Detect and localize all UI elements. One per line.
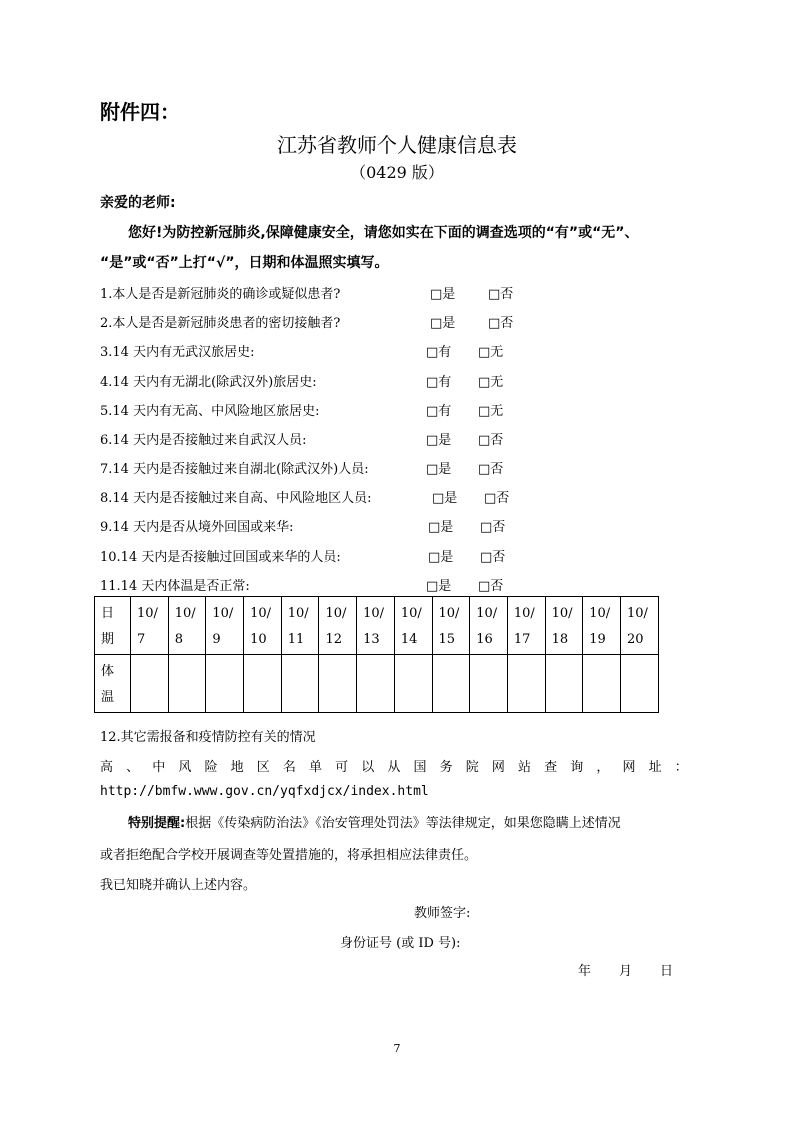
date-month: 10/ bbox=[438, 606, 460, 621]
date-month: 10/ bbox=[212, 606, 234, 621]
temp-input-cell[interactable] bbox=[470, 655, 508, 713]
lookup-url[interactable]: http://bmfw.www.gov.cn/yqfxdjcx/index.html bbox=[100, 784, 429, 799]
temp-input-cell[interactable] bbox=[319, 655, 357, 713]
temp-input-cell[interactable] bbox=[394, 655, 432, 713]
signature-label[interactable]: 教师签字: bbox=[414, 906, 471, 921]
q8-option-yes[interactable]: □是 bbox=[432, 491, 458, 506]
list-line-char: 地 bbox=[230, 760, 244, 775]
form-title: 江苏省教师个人健康信息表 bbox=[277, 133, 517, 157]
list-line-char: 高 bbox=[100, 760, 114, 775]
q6-option-no[interactable]: □否 bbox=[478, 433, 504, 448]
date-header-top: 日 bbox=[101, 606, 115, 621]
q10-option-no[interactable]: □否 bbox=[480, 550, 506, 565]
temp-input-cell[interactable] bbox=[545, 655, 583, 713]
date-cell bbox=[131, 597, 169, 655]
list-line-char: 名 bbox=[282, 760, 296, 775]
date-year-label: 年 bbox=[578, 964, 592, 979]
temp-input-cell[interactable] bbox=[281, 655, 319, 713]
temp-input-cell[interactable] bbox=[432, 655, 470, 713]
date-cell bbox=[357, 597, 395, 655]
list-line-char: 网 bbox=[622, 760, 636, 775]
list-line-char: 站 bbox=[518, 760, 532, 775]
date-day: 14 bbox=[400, 632, 418, 647]
date-month: 10/ bbox=[476, 606, 498, 621]
temperature-row bbox=[95, 655, 659, 713]
question-12: 12.其它需报备和疫情防控有关的情况 bbox=[100, 730, 316, 745]
date-month: 10/ bbox=[626, 606, 648, 621]
date-cell bbox=[319, 597, 357, 655]
question-6: 6.14 天内是否接触过来自武汉人员: bbox=[100, 433, 307, 448]
date-cell bbox=[394, 597, 432, 655]
date-day: 17 bbox=[513, 632, 531, 647]
confirm-statement: 我已知晓并确认上述内容。 bbox=[100, 878, 257, 893]
list-line-char: 可 bbox=[335, 760, 349, 775]
date-cell bbox=[244, 597, 282, 655]
q10-option-yes[interactable]: □是 bbox=[428, 550, 454, 565]
date-cell bbox=[168, 597, 206, 655]
list-line-char: ： bbox=[674, 760, 688, 775]
date-day: 13 bbox=[363, 632, 380, 647]
date-month: 10/ bbox=[137, 606, 158, 621]
q4-option-yes[interactable]: □有 bbox=[426, 375, 452, 390]
list-line-char: 险 bbox=[204, 760, 218, 775]
intro-line-1: 您好!为防控新冠肺炎,保障健康安全，请您如实在下面的调查选项的“有”或“无”、 bbox=[128, 225, 639, 241]
risk-list-line bbox=[100, 756, 688, 775]
q9-option-no[interactable]: □否 bbox=[480, 520, 506, 535]
date-day: 12 bbox=[325, 632, 342, 647]
list-line-char: 风 bbox=[178, 760, 192, 775]
list-line-char: 址 bbox=[648, 760, 662, 775]
temp-input-cell[interactable] bbox=[357, 655, 395, 713]
date-day: 18 bbox=[551, 632, 569, 647]
date-row bbox=[95, 597, 659, 655]
special-reminder bbox=[128, 812, 621, 831]
q6-option-yes[interactable]: □是 bbox=[426, 433, 452, 448]
q11-option-no[interactable]: □否 bbox=[478, 579, 504, 594]
question-5: 5.14 天内有无高、中风险地区旅居史: bbox=[100, 404, 320, 419]
date-month: 10/ bbox=[363, 606, 385, 621]
date-month: 10/ bbox=[250, 606, 271, 621]
q1-option-yes[interactable]: □是 bbox=[430, 287, 456, 302]
question-7: 7.14 天内是否接触过来自湖北(除武汉外)人员: bbox=[100, 462, 369, 477]
date-header-bottom: 期 bbox=[101, 632, 115, 647]
q2-option-no[interactable]: □否 bbox=[488, 316, 514, 331]
question-3: 3.14 天内有无武汉旅居史: bbox=[100, 345, 255, 360]
temp-header-cell bbox=[95, 655, 131, 713]
date-day: 15 bbox=[438, 632, 456, 647]
date-month: 10/ bbox=[174, 606, 196, 621]
question-8: 8.14 天内是否接触过来自高、中风险地区人员: bbox=[100, 491, 372, 506]
date-day-label: 日 bbox=[660, 964, 674, 979]
temp-input-cell[interactable] bbox=[507, 655, 545, 713]
list-line-char: 务 bbox=[439, 760, 453, 775]
date-day: 10 bbox=[250, 632, 267, 647]
date-cell bbox=[545, 597, 583, 655]
date-day: 9 bbox=[212, 632, 221, 647]
temperature-table bbox=[94, 596, 659, 713]
date-cell bbox=[620, 597, 658, 655]
date-cell bbox=[432, 597, 470, 655]
q11-option-yes[interactable]: □是 bbox=[426, 579, 452, 594]
list-line-char: 从 bbox=[387, 760, 401, 775]
question-2: 2.本人是否是新冠肺炎患者的密切接触者? bbox=[100, 316, 341, 331]
page-number: 7 bbox=[393, 1042, 401, 1055]
list-line-char: 查 bbox=[544, 760, 558, 775]
date-cell bbox=[507, 597, 545, 655]
list-line-char: 中 bbox=[152, 760, 166, 775]
date-cell bbox=[206, 597, 244, 655]
reminder-text: 根据《传染病防治法》《治安管理处罚法》等法律规定，如果您隐瞒上述情况 bbox=[185, 816, 621, 831]
date-month: 10/ bbox=[325, 606, 347, 621]
temp-input-cell[interactable] bbox=[244, 655, 282, 713]
list-line-char: 询 bbox=[570, 760, 584, 775]
intro-line-2: “是”或“否”上打“√”，日期和体温照实填写。 bbox=[100, 255, 389, 271]
date-month: 10/ bbox=[287, 606, 309, 621]
q2-option-yes[interactable]: □是 bbox=[430, 316, 456, 331]
date-day: 8 bbox=[174, 632, 183, 647]
temp-input-cell[interactable] bbox=[168, 655, 206, 713]
list-line-char: 国 bbox=[413, 760, 427, 775]
q7-option-yes[interactable]: □是 bbox=[426, 462, 452, 477]
date-day: 11 bbox=[287, 632, 305, 647]
date-cell bbox=[281, 597, 319, 655]
date-day: 20 bbox=[626, 632, 644, 647]
temp-header-bottom: 温 bbox=[101, 690, 115, 705]
list-line-char: 院 bbox=[465, 760, 479, 775]
temp-input-cell[interactable] bbox=[620, 655, 658, 713]
id-number-label[interactable]: 身份证号 (或 ID 号): bbox=[340, 936, 461, 951]
list-line-char: 区 bbox=[256, 760, 270, 775]
question-4: 4.14 天内有无湖北(除武汉外)旅居史: bbox=[100, 375, 317, 390]
date-cell bbox=[470, 597, 508, 655]
q8-option-no[interactable]: □否 bbox=[484, 491, 510, 506]
q7-option-no[interactable]: □否 bbox=[478, 462, 504, 477]
question-9: 9.14 天内是否从境外回国或来华: bbox=[100, 520, 294, 535]
date-month: 10/ bbox=[400, 606, 422, 621]
q5-option-no[interactable]: □无 bbox=[478, 404, 504, 419]
date-month: 10/ bbox=[551, 606, 573, 621]
q4-option-no[interactable]: □无 bbox=[478, 375, 504, 390]
date-month: 10/ bbox=[589, 606, 611, 621]
date-day: 16 bbox=[476, 632, 493, 647]
date-day: 7 bbox=[137, 632, 146, 647]
reminder-line-2: 或者拒绝配合学校开展调查等处置措施的，将承担相应法律责任。 bbox=[100, 848, 478, 863]
q3-option-yes[interactable]: □有 bbox=[426, 345, 452, 360]
date-header-cell bbox=[95, 597, 131, 655]
temp-input-cell[interactable] bbox=[206, 655, 244, 713]
date-day: 19 bbox=[589, 632, 606, 647]
list-line-char: 网 bbox=[491, 760, 505, 775]
list-line-char: ， bbox=[596, 760, 610, 775]
question-11: 11.14 天内体温是否正常: bbox=[100, 579, 250, 594]
list-line-char: 、 bbox=[126, 760, 140, 775]
temp-header-top: 体 bbox=[101, 664, 115, 679]
q3-option-no[interactable]: □无 bbox=[478, 345, 504, 360]
date-cell bbox=[583, 597, 621, 655]
date-month: 10/ bbox=[513, 606, 535, 621]
question-1: 1.本人是否是新冠肺炎的确诊或疑似患者? bbox=[100, 287, 341, 302]
q5-option-yes[interactable]: □有 bbox=[426, 404, 452, 419]
date-month-label: 月 bbox=[619, 964, 633, 979]
form-version: （0429 版） bbox=[350, 163, 444, 182]
temp-input-cell[interactable] bbox=[583, 655, 621, 713]
greeting: 亲爱的老师: bbox=[100, 195, 176, 211]
list-line-char: 以 bbox=[361, 760, 375, 775]
q1-option-no[interactable]: □否 bbox=[488, 287, 514, 302]
appendix-label: 附件四： bbox=[100, 100, 180, 124]
list-line-char: 单 bbox=[309, 760, 323, 775]
reminder-label: 特别提醒: bbox=[128, 816, 186, 831]
temp-input-cell[interactable] bbox=[131, 655, 169, 713]
date-line[interactable] bbox=[578, 960, 701, 979]
q9-option-yes[interactable]: □是 bbox=[428, 520, 454, 535]
question-10: 10.14 天内是否接触过回国或来华的人员: bbox=[100, 550, 341, 565]
